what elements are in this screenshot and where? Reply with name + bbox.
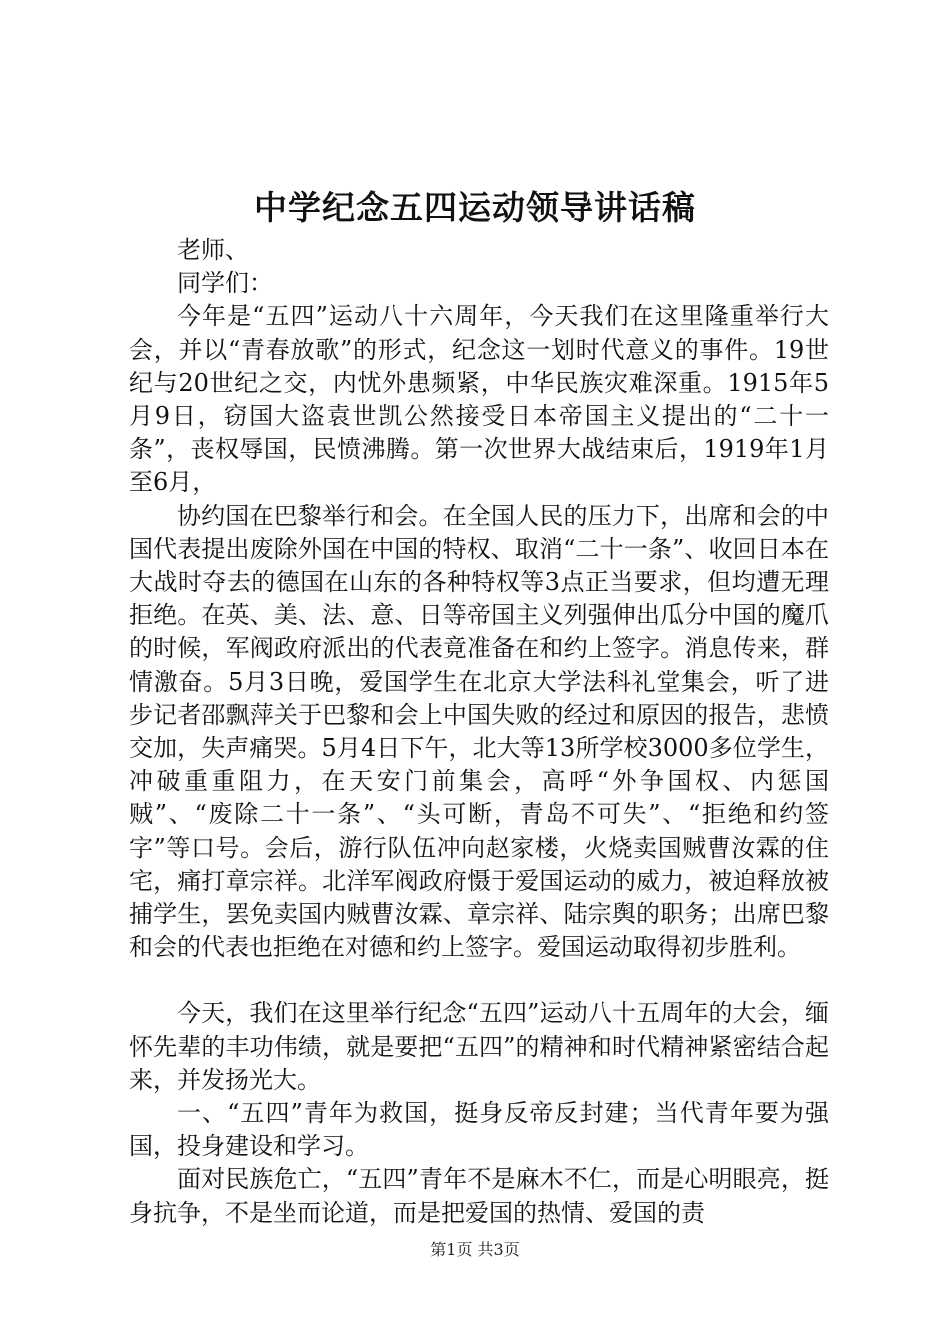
document-title: 中学纪念五四运动领导讲话稿 (254, 188, 696, 227)
salutation-students: 同学们： (177, 269, 273, 298)
paragraph-anniversary: 今年是“五四”运动八十六周年，今天我们在这里隆重举行大会，并以“青春放歌”的形式，纪念这一划时代意义的事件。19世纪与20世纪之交，内忧外患频紧，中华民族灾难深重。1915年5月9日，窃国大盗袁世凯公然接受日本帝国主义提出的“二十一条”，丧权辱国，民愤沸腾。第一次世界大战结束后，1919年1月至6月， (129, 302, 829, 497)
paragraph-commemoration: 今天，我们在这里举行纪念“五四”运动八十五周年的大会，缅怀先辈的丰功伟绩，就是要把“五四”的精神和时代精神紧密结合起来，并发扬光大。 (129, 999, 829, 1094)
paragraph-national-crisis: 面对民族危亡，“五四”青年不是麻木不仁，而是心明眼亮，挺身抗争，不是坐而论道，而是把爱国的热情、爱国的责 (129, 1165, 829, 1227)
page-footer: 第1页 共3页 (430, 1240, 520, 1259)
salutation-teachers: 老师、 (177, 236, 249, 264)
document-body (129, 234, 829, 1230)
paragraph-paris-conference: 协约国在巴黎举行和会。在全国人民的压力下，出席和会的中国代表提出废除外国在中国的特权、取消“二十一条”、收回日本在大战时夺去的德国在山东的各种特权等3点正当要求，但均遭无理拒绝。在英、美、法、意、日等帝国主义列强伸出瓜分中国的魔爪的时候，军阀政府派出的代表竟准备在和约上签字。消息传来，群情激奋。5月3日晚，爱国学生在北京大学法科礼堂集会，听了进步记者邵飘萍关于巴黎和会上中国失败的经过和原因的报告，悲愤交加，失声痛哭。5月4日下午，北大等13所学校3000多位学生，冲破重重阻力，在天安门前集会，高呼“外争国权、内惩国贼”、“废除二十一条”、“头可断，青岛不可失”、“拒绝和约签字”等口号。会后，游行队伍冲向赵家楼，火烧卖国贼曹汝霖的住宅，痛打章宗祥。北洋军阀政府慑于爱国运动的威力，被迫释放被捕学生，罢免卖国内贼曹汝霖、章宗祥、陆宗舆的职务；出席巴黎和会的代表也拒绝在对德和约上签字。爱国运动取得初步胜利。 (129, 501, 829, 962)
paragraph-section-one-heading: 一、“五四”青年为救国，挺身反帝反封建；当代青年要为强国，投身建设和学习。 (129, 1099, 829, 1161)
